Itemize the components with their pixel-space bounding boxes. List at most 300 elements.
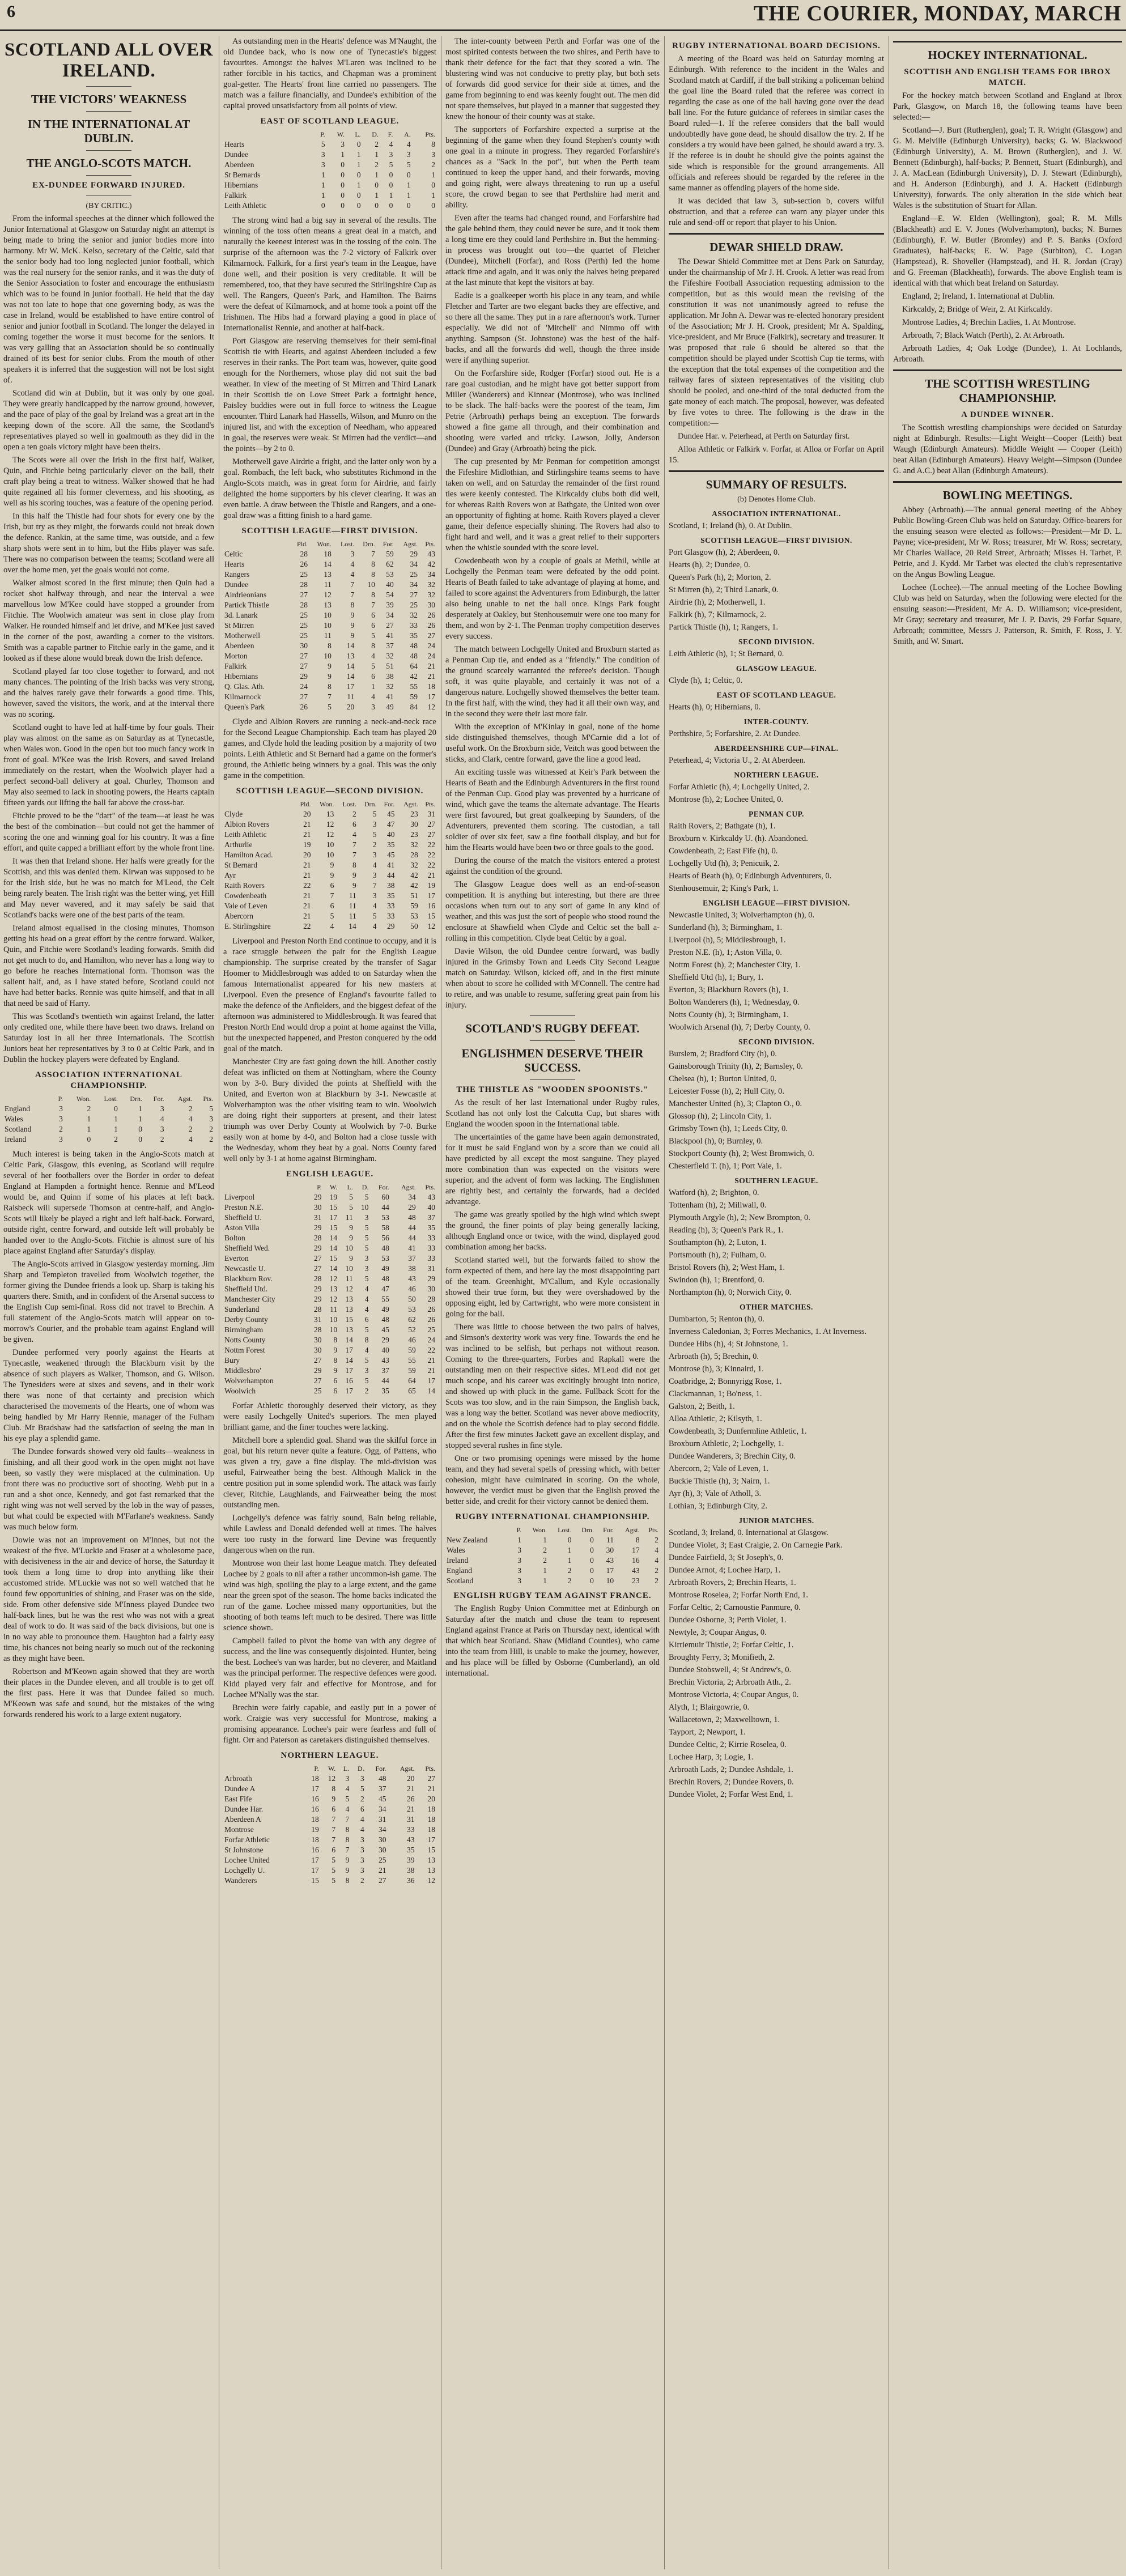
stat-cell: 3 bbox=[517, 1576, 521, 1585]
paragraph: Even after the teams had changed round, and Forfarshire had the gale behind them, they could never be sure, and it took them a long time ere they could land Perthshire in. But the hemming-in process was brought out too—the quartet of Fletcher (Dundee), Mitchell (Forfar), and Ross (Perth) led the home attack time and again, and it was only the halves being prepared at the last minute that kept the visitors at bay. bbox=[445, 214, 660, 287]
stat-cell: 27 bbox=[410, 590, 418, 599]
stat-cell: 59 bbox=[408, 1346, 416, 1354]
paragraph: An exciting tussle was witnessed at Keir's Park between the Hearts of Beath and the Edinburgh Adventurers in the first round of the Penman Cup. Good play was prevented by a hurricane of wind, which gave the teams the alternate advantage. The Hearts were first favoured, but great goalkeeping by Saunders, of the Adventurers, prevented them scoring. The custodian, a tall soldier of over six feet, saw a fine football display, and but for him the Hearts would have been two or three goals to the good. bbox=[445, 768, 660, 852]
stat-cell: 0 bbox=[590, 1566, 594, 1575]
stat-cell: 29 bbox=[408, 1203, 416, 1212]
stat-cell: 18 bbox=[427, 682, 435, 691]
rugby-championship-table bbox=[445, 1525, 660, 1586]
paragraph: The supporters of Forfarshire expected a surprise at the beginning of the game when they found Stephen's county with one goal in a minute in progress. They regarded Forfarshire's chances as a "Sack in the pot", but when the Perth team continued to keep the upper hand, and their forwards, moving and going right, were always threatening to run up a useful score, the crowd began to see that Perthshire had merit and ability. bbox=[445, 125, 660, 210]
stat-cell: 14 bbox=[329, 1234, 338, 1242]
stat-cell: 21 bbox=[406, 1805, 415, 1813]
article-body bbox=[223, 717, 436, 781]
result-line: Liverpool (h), 5; Middlesbrough, 1. bbox=[669, 936, 786, 945]
stat-cell: 55 bbox=[408, 1356, 416, 1364]
stat-cell: 3 bbox=[160, 1104, 164, 1113]
stat-cell: 12 bbox=[326, 830, 334, 839]
stat-cell: 27 bbox=[314, 1376, 322, 1385]
column-header bbox=[223, 1182, 307, 1192]
stat-cell: 25 bbox=[300, 631, 308, 640]
paragraph: Scotland—J. Burt (Rutherglen), goal; T. R. Wright (Glasgow) and G. M. Melville (Edinburgh University), backs; G. W. Blackwood (Edinburgh University), A. M. Brown (Rutherglen), and J. W. Bennett (Edinburgh), half-backs; P. Bennett, Stuart (Edinburgh), and J. A. MacLean (Edinburgh University), D. J. Stewart (Edinburgh), and H. Anderson (Edinburgh), and J. A. Hackett (Edinburgh University), forwards. The only alteration in the side which beat Wales is the substitution of Stuart for Allan. bbox=[893, 126, 1122, 210]
table-row bbox=[223, 1865, 436, 1876]
table-row bbox=[223, 1223, 436, 1233]
stat-cell: 39 bbox=[406, 1856, 415, 1864]
stat-cell: 50 bbox=[408, 1295, 416, 1303]
team-name-cell: Montrose bbox=[224, 1825, 254, 1834]
result-line: Dundee Celtic, 2; Kirrie Roselea, 0. bbox=[669, 1740, 787, 1749]
subhead-ex-dundee-injured: EX-DUNDEE FORWARD INJURED. bbox=[32, 181, 186, 190]
table-header-row bbox=[223, 1763, 436, 1774]
stat-cell: 29 bbox=[427, 1274, 435, 1283]
stat-cell: 8 bbox=[350, 601, 355, 609]
team-name-cell: Sheffield U. bbox=[224, 1213, 262, 1222]
table-row bbox=[223, 1243, 436, 1253]
result-line: Stockport County (h), 2; West Bromwich, 0. bbox=[669, 1149, 814, 1158]
column-header: For. bbox=[153, 1095, 164, 1103]
stat-cell: 5 bbox=[364, 1193, 369, 1201]
table-row bbox=[223, 590, 436, 600]
paragraph: Dowie was not an improvement on M'Innes, but not the weakest of the five. M'Luckie and Fraser at a wholesome pace, with decisiveness in the air and device of horse, the Saturday it took them a long time to drop into anything like their accustomed stride. M'Luckie was not so well watched that he found few opportunities of shining, and Fraser was on the side, side. From other defensive side M'Inness played Dundee two half-back lines, but he was the rest who was not with a great deal of work to do. It was said of the back divisions, but one is in no way able to pronounce them. Haughton had a fairly easy time, his chances not being nearly so much out of the reckoning as they might have been. bbox=[3, 1536, 214, 1663]
stat-cell: 3 bbox=[209, 1115, 213, 1123]
result-line: Hearts of Beath (h), 0; Edinburgh Adventurers, 0. bbox=[669, 872, 832, 881]
byline: (BY CRITIC.) bbox=[86, 202, 132, 210]
stat-cell: 0 bbox=[356, 140, 361, 148]
paragraph: England—E. W. Elden (Wellington), goal; R. M. Mills (Blackheath) and E. V. Jones (Wolverhampton), backs; N. Burnes (Edinburgh), F. W. Butler (Bromley) and P. S. Banks (Oxford Graduates), half-backs; E. W. Page (Surbiton), C. Logan (Hampstead), R. Shoveller (Hampstead), and H. R. Jordan (Cray) and G. Freeman (Blackheath), forwards. The above English team is identical with that which beat Ireland on Saturday. bbox=[893, 214, 1122, 288]
stat-cell: 13 bbox=[329, 1285, 338, 1293]
stat-cell: 38 bbox=[406, 1866, 415, 1874]
team-name-cell: Partick Thistle bbox=[224, 601, 269, 609]
stat-cell: 16 bbox=[311, 1846, 319, 1854]
stat-cell: 9 bbox=[349, 1234, 353, 1242]
stat-cell: 22 bbox=[303, 881, 311, 890]
stat-cell: 18 bbox=[311, 1774, 319, 1783]
stat-cell: 21 bbox=[303, 871, 311, 879]
stat-cell: 0 bbox=[341, 160, 345, 169]
result-line: Notts County (h), 3; Birmingham, 1. bbox=[669, 1010, 789, 1019]
stat-cell: 2 bbox=[543, 1556, 547, 1565]
stat-cell: 29 bbox=[314, 1244, 322, 1252]
result-line: Buckie Thistle (h), 3; Nairn, 1. bbox=[669, 1477, 770, 1486]
stat-cell: 3 bbox=[59, 1104, 63, 1113]
column-header: Drn. bbox=[364, 800, 377, 808]
stat-cell: 17 bbox=[632, 1546, 640, 1554]
stat-cell: 15 bbox=[427, 912, 435, 920]
stat-cell: 3 bbox=[360, 1835, 364, 1844]
stat-cell: 6 bbox=[330, 902, 334, 910]
paragraph: Liverpool and Preston North End continue to occupy, and it is a race struggle between the pair for the English League championship. The surprise created by the transfer of Sagar Hoomer to Middlesbrough was added to on Saturday when the famous Internationalist appeared for his new masters at Liverpool. Even the presence of England's favourite failed to make the defence of the Anfielders, and the biggest defeat of the afternoon was administered to Middlesbrough. It was feared that Preston North End would drop a point at home against the Villa, but the unexpected happened, and Preston conquered by the odd goal of the match. bbox=[223, 937, 436, 1053]
column-header: L. bbox=[355, 130, 361, 138]
article-body bbox=[893, 423, 1122, 477]
team-name-cell: 3d. Lanark bbox=[224, 611, 258, 619]
stat-cell: 4 bbox=[655, 1556, 658, 1565]
result-line: Hearts (h), 0; Hibernians, 0. bbox=[669, 703, 761, 712]
stat-cell: 0 bbox=[590, 1576, 594, 1585]
stat-cell: 53 bbox=[408, 1305, 416, 1313]
table-row bbox=[3, 1104, 214, 1114]
stat-cell: 0 bbox=[341, 181, 345, 189]
team-name-cell: Q. Glas. Ath. bbox=[224, 682, 265, 691]
stat-cell: 9 bbox=[350, 611, 355, 619]
column-header: F. bbox=[388, 130, 393, 138]
stat-cell: 43 bbox=[381, 1356, 389, 1364]
stat-cell: 18 bbox=[324, 550, 332, 558]
result-line: Stenhousemuir, 2; King's Park, 1. bbox=[669, 884, 779, 893]
stat-cell: 16 bbox=[311, 1795, 319, 1803]
paragraph: Campbell failed to pivot the home van with any degree of success, and the line was consequently disjointed. Hunter, being the best. Lochee's van was harder, but no cleverer, and Maitland was the principal performer. The respective defences were good. Kidd played very fair and effective for Montrose, and for Lochee M'Nally was the star. bbox=[223, 1636, 436, 1699]
stat-cell: 1 bbox=[114, 1125, 118, 1133]
section-rule bbox=[893, 369, 1122, 371]
stat-cell: 21 bbox=[427, 1356, 435, 1364]
stat-cell: 0 bbox=[590, 1556, 594, 1565]
headline-hockey-international: HOCKEY INTERNATIONAL. bbox=[928, 48, 1087, 62]
stat-cell: 3 bbox=[372, 851, 377, 859]
stat-cell: 13 bbox=[427, 1856, 435, 1864]
stat-cell: 4 bbox=[371, 652, 375, 660]
stat-cell: 15 bbox=[329, 1254, 338, 1263]
result-line: Cowdenbeath, 3; Dunfermline Athletic, 1. bbox=[669, 1427, 807, 1436]
stat-cell: 11 bbox=[345, 1274, 353, 1283]
result-line: Falkirk (h), 7; Kilmarnock, 2. bbox=[669, 610, 766, 619]
stat-cell: 4 bbox=[350, 560, 355, 568]
stat-cell: 46 bbox=[408, 1285, 416, 1293]
column-header: Pts. bbox=[425, 130, 435, 138]
stat-cell: 17 bbox=[311, 1856, 319, 1864]
stat-cell: 1 bbox=[321, 191, 325, 199]
stat-cell: 6 bbox=[332, 1846, 336, 1854]
stat-cell: 28 bbox=[314, 1305, 322, 1313]
team-name-cell: Sunderland bbox=[224, 1305, 260, 1313]
paragraph: Alloa Athletic or Falkirk v. Forfar, at Alloa or Forfar on April 15. bbox=[669, 445, 884, 465]
stat-cell: 16 bbox=[311, 1805, 319, 1813]
stat-cell: 27 bbox=[427, 830, 435, 839]
stat-cell: 38 bbox=[386, 672, 394, 681]
stat-cell: 64 bbox=[410, 662, 418, 670]
paragraph: Montrose Ladies, 4; Brechin Ladies, 1. At Montrose. bbox=[902, 318, 1076, 327]
table-row bbox=[223, 139, 436, 150]
table-row bbox=[223, 1825, 436, 1835]
stat-cell: 5 bbox=[364, 1325, 369, 1334]
stat-cell: 65 bbox=[408, 1387, 416, 1395]
stat-cell: 28 bbox=[427, 1295, 435, 1303]
column-header: Agst. bbox=[177, 1095, 193, 1103]
masthead-rule bbox=[0, 29, 1126, 31]
stat-cell: 5 bbox=[364, 1356, 369, 1364]
team-name-cell: England bbox=[5, 1104, 30, 1113]
stat-cell: 17 bbox=[427, 1835, 435, 1844]
article-body bbox=[669, 257, 884, 466]
stat-cell: 45 bbox=[378, 1795, 386, 1803]
stat-cell: 5 bbox=[364, 1274, 369, 1283]
stat-cell: 32 bbox=[386, 652, 394, 660]
stat-cell: 26 bbox=[427, 1305, 435, 1313]
stat-cell: 2 bbox=[375, 140, 379, 148]
stat-cell: 54 bbox=[386, 590, 394, 599]
stat-cell: 4 bbox=[345, 1784, 350, 1793]
stat-cell: 31 bbox=[406, 1815, 415, 1823]
stat-cell: 13 bbox=[345, 1325, 353, 1334]
stat-cell: 17 bbox=[345, 1366, 353, 1375]
column-header: Pts. bbox=[425, 540, 435, 548]
result-line: Airdrie (h), 2; Motherwell, 1. bbox=[669, 598, 766, 607]
stat-cell: 43 bbox=[406, 1835, 415, 1844]
stat-cell: 30 bbox=[378, 1846, 386, 1854]
stat-cell: 8 bbox=[332, 1784, 336, 1793]
stat-cell: 1 bbox=[114, 1115, 118, 1123]
table-row bbox=[223, 850, 436, 860]
table-row bbox=[223, 1855, 436, 1865]
article-body bbox=[445, 36, 660, 1011]
table-row bbox=[223, 1294, 436, 1304]
stat-cell: 28 bbox=[314, 1234, 322, 1242]
stat-cell: 22 bbox=[427, 861, 435, 869]
stat-cell: 11 bbox=[349, 912, 356, 920]
result-line: Partick Thistle (h), 1; Rangers, 1. bbox=[669, 623, 779, 632]
stat-cell: 7 bbox=[332, 1825, 336, 1834]
result-line: Kirriemuir Thistle, 2; Forfar Celtic, 1. bbox=[669, 1640, 794, 1650]
stat-cell: 5 bbox=[349, 1193, 353, 1201]
stat-cell: 13 bbox=[326, 810, 334, 818]
team-name-cell: Lochgelly U. bbox=[224, 1866, 265, 1874]
stat-cell: 4 bbox=[345, 1805, 350, 1813]
stat-cell: 8 bbox=[352, 861, 356, 869]
team-name-cell: Aberdeen bbox=[224, 641, 254, 650]
stat-cell: 35 bbox=[427, 1223, 435, 1232]
results-section-heading: SECOND DIVISION. bbox=[738, 637, 815, 646]
column-header: L. bbox=[347, 1183, 353, 1191]
stat-cell: 5 bbox=[389, 160, 393, 169]
table-row bbox=[223, 1386, 436, 1396]
headline-wrestling: THE SCOTTISH WRESTLING CHAMPIONSHIP. bbox=[925, 377, 1090, 405]
headline-rugby-board: RUGBY INTERNATIONAL BOARD DECISIONS. bbox=[672, 41, 881, 50]
stat-cell: 1 bbox=[543, 1576, 547, 1585]
stat-cell: 3 bbox=[372, 820, 377, 828]
east-league-table bbox=[223, 129, 436, 211]
stat-cell: 31 bbox=[427, 1264, 435, 1273]
stat-cell: 46 bbox=[408, 1336, 416, 1344]
result-line: Broxburn v. Kirkcaldy U. (h). Abandoned. bbox=[669, 834, 808, 843]
stat-cell: 0 bbox=[341, 171, 345, 179]
stat-cell: 21 bbox=[427, 672, 435, 681]
stat-cell: 12 bbox=[427, 922, 435, 930]
column-4 bbox=[669, 36, 884, 2569]
stat-cell: 11 bbox=[324, 631, 332, 640]
table-row bbox=[3, 1114, 214, 1124]
stat-cell: 14 bbox=[345, 1336, 353, 1344]
result-line: Dundee Fairfield, 3; St Joseph's, 0. bbox=[669, 1553, 784, 1562]
column-header: Lost. bbox=[558, 1526, 572, 1534]
result-line: Tottenham (h), 2; Millwall, 0. bbox=[669, 1201, 767, 1210]
divider bbox=[530, 1040, 575, 1041]
stat-cell: 5 bbox=[321, 140, 325, 148]
stat-cell: 60 bbox=[381, 1193, 389, 1201]
team-name-cell: Nottm Forest bbox=[224, 1346, 265, 1354]
headline-english-rugby-france: ENGLISH RUGBY TEAM AGAINST FRANCE. bbox=[453, 1591, 652, 1600]
stat-cell: 52 bbox=[408, 1325, 416, 1334]
article-body bbox=[223, 36, 436, 112]
subhead-wooden-spoonists: THE THISTLE AS "WOODEN SPOONISTS." bbox=[456, 1085, 649, 1094]
section-rule bbox=[893, 481, 1122, 483]
result-line: Scotland, 1; Ireland (h), 0. At Dublin. bbox=[669, 521, 792, 530]
stat-cell: 28 bbox=[300, 601, 308, 609]
stat-cell: 84 bbox=[410, 703, 418, 711]
stat-cell: 1 bbox=[406, 181, 411, 189]
stat-cell: 17 bbox=[606, 1566, 614, 1575]
stat-cell: 5 bbox=[364, 1376, 369, 1385]
team-name-cell: Newcastle U. bbox=[224, 1264, 266, 1273]
stat-cell: 11 bbox=[324, 580, 332, 589]
stat-cell: 4 bbox=[406, 140, 411, 148]
stat-cell: 0 bbox=[431, 181, 435, 189]
stat-cell: 14 bbox=[346, 641, 355, 650]
team-name-cell: Sheffield Utd. bbox=[224, 1285, 268, 1293]
stat-cell: 28 bbox=[300, 550, 308, 558]
stat-cell: 55 bbox=[381, 1295, 389, 1303]
table-title-northern-league: NORTHERN LEAGUE. bbox=[281, 1751, 379, 1760]
stat-cell: 21 bbox=[427, 1784, 435, 1793]
stat-cell: 5 bbox=[360, 1784, 364, 1793]
stat-cell: 31 bbox=[314, 1315, 322, 1324]
stat-cell: 22 bbox=[427, 851, 435, 859]
stat-cell: 0 bbox=[138, 1135, 142, 1144]
paragraph: The strong wind had a big say in several of the results. The winning of the toss often means a great deal in a match, and naturally the keenest interest was in the tossing of the coin. The surprise of the afternoon was the 7-2 victory of Falkirk over Kilmarnock. Falkirk, for a first year's team in the League, have done well, and their position is very creditable. It will be remembered, too, that they have secured the Stirlingshire Cup as well. The Rangers, Queen's Park, and Hamilton. The Bairns were the defeat of Kilmarnock, and at home took a point off the Irishmen. The Hibs had a forward playing a good in place of Internationalist Rennie, and another at half-back. bbox=[223, 216, 436, 333]
team-name-cell: Albion Rovers bbox=[224, 820, 270, 828]
team-name-cell: Arthurlie bbox=[224, 840, 253, 849]
stat-cell: 10 bbox=[360, 1203, 369, 1212]
column-header: Lost. bbox=[342, 800, 356, 808]
table-row bbox=[223, 1876, 436, 1886]
stat-cell: 2 bbox=[364, 1387, 369, 1395]
table-row bbox=[223, 651, 436, 661]
stat-cell: 6 bbox=[371, 611, 375, 619]
team-name-cell: Hibernians bbox=[224, 181, 258, 189]
paragraph: Scotland started well, but the forwards failed to show the form expected of them, and here lay the most disappointing part of the team. Greenhight, M'Callum, and Kyle occasionally showed their true form, but they were overshadowed by the opposing eight, led by Cartwright, who were more consistent in going for the ball. bbox=[445, 1256, 660, 1319]
stat-cell: 17 bbox=[345, 1346, 353, 1354]
stat-cell: 21 bbox=[303, 830, 311, 839]
stat-cell: 1 bbox=[321, 171, 325, 179]
column-header: Won. bbox=[317, 540, 332, 548]
stat-cell: 4 bbox=[352, 830, 356, 839]
result-line: Burslem, 2; Bradford City (h), 0. bbox=[669, 1049, 777, 1059]
column-5 bbox=[893, 36, 1122, 2569]
stat-cell: 15 bbox=[345, 1315, 353, 1324]
stat-cell: 13 bbox=[346, 652, 355, 660]
table-row bbox=[223, 150, 436, 160]
stat-cell: 1 bbox=[567, 1556, 572, 1565]
stat-cell: 0 bbox=[431, 201, 435, 210]
table-row bbox=[223, 160, 436, 170]
article-body bbox=[445, 1098, 660, 1507]
stat-cell: 9 bbox=[345, 1856, 350, 1864]
stat-cell: 28 bbox=[314, 1274, 322, 1283]
stat-cell: 11 bbox=[349, 902, 356, 910]
stat-cell: 44 bbox=[381, 1376, 389, 1385]
stat-cell: 25 bbox=[300, 611, 308, 619]
stat-cell: 12 bbox=[427, 703, 435, 711]
stat-cell: 55 bbox=[410, 682, 418, 691]
stat-cell: 14 bbox=[346, 672, 355, 681]
stat-cell: 42 bbox=[410, 881, 418, 890]
result-line: Forfar Celtic, 2; Carnoustie Panmure, 0. bbox=[669, 1603, 801, 1612]
stat-cell: 9 bbox=[350, 631, 355, 640]
team-name-cell: Hamilton Acad. bbox=[224, 851, 273, 859]
paragraph: From the informal speeches at the dinner which followed the Junior International at Glasgow on Saturday night an attempt is being made to bring the senior and junior bodies more into harmony. Mr W. McK. Kelso, secretary of the Celtic, said that the senior body had too long neglected junior football, which was the real nursery for the senior ranks, and it was the duty of the Senior Association to foster and encourage the enthusiasm which was to be found in junior football. He held that the day was not too late to hope that one governing body, as was the case in Ireland, would be established to have entire control of senior and junior football in Scotland. The longer the delayed in coming together the worse it must become for the seniors. It was very galling that an Association should be so continually drained of its best for senior clubs. From the mouth of other speakers it is inferred that the suggestion will not be lost sight of. bbox=[3, 214, 214, 385]
stat-cell: 25 bbox=[300, 621, 308, 630]
table-row bbox=[223, 1376, 436, 1386]
stat-cell: 10 bbox=[367, 580, 375, 589]
team-name-cell: Hearts bbox=[224, 560, 245, 568]
result-line: Alloa Athletic, 2; Kilsyth, 1. bbox=[669, 1414, 762, 1423]
stat-cell: 33 bbox=[410, 621, 418, 630]
paragraph: Ireland almost equalised in the closing minutes, Thomson getting his head on a great effort by the centre forward. Walker, Quin, and Fitchie were Scotland's leading forwards. Smith did not get much to do, and Hamilton, who never has a long way to go before he reaches International form. Thomson was the salient half, and, as I have stated before, Scotland could not have had better backs. Rennie was quite himself, and that in all that need be said of Harry. bbox=[3, 924, 214, 1008]
stat-cell: 9 bbox=[350, 621, 355, 630]
table-title-assoc-championship: ASSOCIATION INTERNATIONAL CHAMPIONSHIP. bbox=[35, 1070, 182, 1090]
stat-cell: 17 bbox=[427, 692, 435, 701]
paragraph: Robertson and M'Keown again showed that they are worth their places in the Dundee eleven, and all trouble is to get off the first pass. Here it was that Dundee failed so much. M'Keown was safe and sound, but the mistakes of the wing forwards rendered his work to a large extent nugatory. bbox=[3, 1667, 214, 1719]
stat-cell: 9 bbox=[352, 881, 356, 890]
stat-cell: 24 bbox=[427, 652, 435, 660]
table-row bbox=[223, 569, 436, 580]
table-row bbox=[223, 1284, 436, 1294]
paragraph: This was Scotland's twentieth win against Ireland, the latter only credited one, while there have been two draws. Ireland on Saturday lost in all her three Internationals. The Scottish Juniors beat her representatives by 3 to 0 at Celtic Park, and in Dublin the hockey players were defeated by England. bbox=[3, 1012, 214, 1064]
stat-cell: 9 bbox=[328, 662, 332, 670]
table-row bbox=[223, 631, 436, 641]
stat-cell: 33 bbox=[387, 912, 395, 920]
paragraph: Davie Wilson, the old Dundee centre forward, was badly injured in the Grimsby Town and Leeds City Second League match on Saturday. Wilson, kicked off, and in the first minute when about to score he collided with M'Connell. The centre had to retire, and was unable to resume, suffering great pain from his injury. bbox=[445, 947, 660, 1010]
stat-cell: 3 bbox=[360, 1856, 364, 1864]
stat-cell: 17 bbox=[311, 1866, 319, 1874]
column-header: For. bbox=[384, 800, 395, 808]
result-line: Abercorn, 2; Vale of Leven, 1. bbox=[669, 1464, 769, 1473]
table-row bbox=[223, 1274, 436, 1284]
table-row bbox=[223, 1366, 436, 1376]
column-header: Pts. bbox=[425, 800, 435, 808]
stat-cell: 8 bbox=[333, 1336, 338, 1344]
subhead-international-dublin: IN THE INTERNATIONAL AT DUBLIN. bbox=[27, 117, 190, 145]
stat-cell: 18 bbox=[427, 1805, 435, 1813]
column-header: Agst. bbox=[625, 1526, 640, 1534]
result-line: Northampton (h), 0; Norwich City, 0. bbox=[669, 1288, 792, 1297]
stat-cell: 1 bbox=[138, 1115, 142, 1123]
table-row bbox=[223, 1304, 436, 1315]
stat-cell: 27 bbox=[314, 1264, 322, 1273]
stat-cell: 18 bbox=[311, 1815, 319, 1823]
table-title-sl2: SCOTTISH LEAGUE—SECOND DIVISION. bbox=[236, 787, 424, 796]
stat-cell: 3 bbox=[360, 1774, 364, 1783]
table-row bbox=[223, 1202, 436, 1213]
team-name-cell: Clyde bbox=[224, 810, 243, 818]
results-list bbox=[669, 508, 884, 1800]
table-header-row bbox=[445, 1525, 660, 1535]
stat-cell: 35 bbox=[381, 1387, 389, 1395]
stat-cell: 19 bbox=[329, 1193, 338, 1201]
result-line: Blackpool (h), 0; Burnley, 0. bbox=[669, 1137, 763, 1146]
stat-cell: 14 bbox=[427, 1387, 435, 1395]
stat-cell: 44 bbox=[408, 1223, 416, 1232]
stat-cell: 2 bbox=[188, 1104, 193, 1113]
result-line: Manchester United (h), 3; Clapton O., 0. bbox=[669, 1099, 802, 1108]
stat-cell: 12 bbox=[326, 820, 334, 828]
stat-cell: 2 bbox=[543, 1546, 547, 1554]
stat-cell: 26 bbox=[427, 611, 435, 619]
stat-cell: 5 bbox=[372, 830, 377, 839]
stat-cell: 37 bbox=[427, 1213, 435, 1222]
paragraph: The Scots were all over the Irish in the first half, Walker, Quin, and Fitchie being particularly clever on the ball, their craft play being a treat to witness. Walker showed that he had quite regained all his former cleverness, and his shooting, as well as his scoring touches, was a feature of the opening period. bbox=[3, 456, 214, 508]
stat-cell: 6 bbox=[332, 1805, 336, 1813]
stat-cell: 27 bbox=[427, 820, 435, 828]
stat-cell: 4 bbox=[655, 1546, 658, 1554]
stat-cell: 39 bbox=[386, 601, 394, 609]
table-header-row bbox=[223, 799, 436, 809]
result-line: Dundee Osborne, 3; Perth Violet, 1. bbox=[669, 1616, 787, 1625]
